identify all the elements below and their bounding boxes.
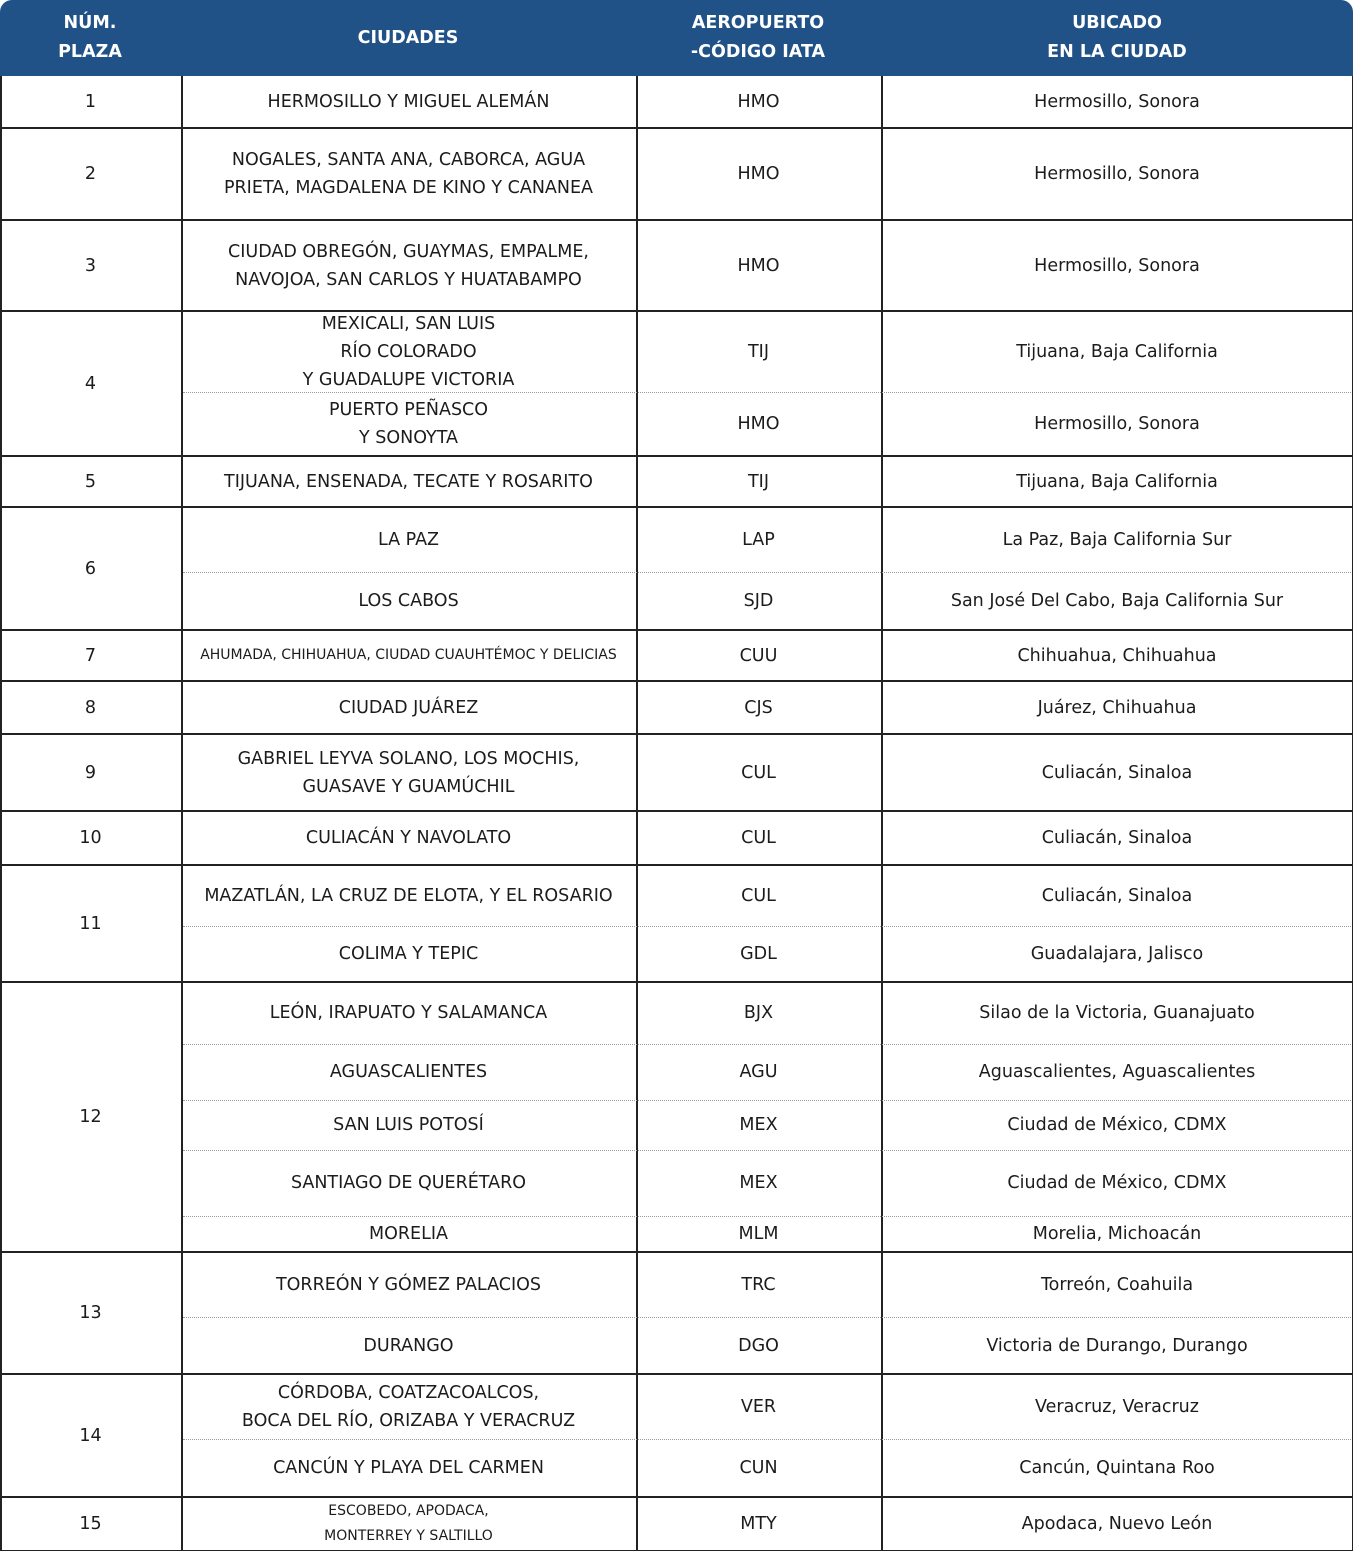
location-cell: Juárez, Chihuahua <box>1037 697 1197 718</box>
location-cell: Ciudad de México, CDMX <box>1007 1115 1227 1135</box>
iata-code-cell: CUL <box>741 885 776 906</box>
cities-cell: CANCÚN Y PLAYA DEL CARMEN <box>273 1458 544 1478</box>
location-cell: Ciudad de México, CDMX <box>1007 1173 1227 1193</box>
cities-cell: MORELIA <box>369 1224 448 1244</box>
iata-code-cell: VER <box>740 1396 777 1417</box>
iata-code-cell: CUL <box>741 828 776 848</box>
location-cell: Tijuana, Baja California <box>1016 471 1218 492</box>
location-cell: La Paz, Baja California Sur <box>1002 529 1232 550</box>
location-cell: Apodaca, Nuevo León <box>1021 1514 1213 1534</box>
location-cell: Chihuahua, Chihuahua <box>1017 645 1217 666</box>
iata-code-cell: HMO <box>737 414 780 434</box>
location-cell: Aguascalientes, Aguascalientes <box>978 1062 1256 1082</box>
header-iata: AEROPUERTO -CÓDIGO IATA <box>690 13 826 62</box>
cities-cell: GABRIEL LEYVA SOLANO, LOS MOCHIS, GUASAVE Y GUAMÚCHIL <box>237 748 580 797</box>
location-cell: San José Del Cabo, Baja California Sur <box>950 591 1284 611</box>
cities-cell: SANTIAGO DE QUERÉTARO <box>290 1173 527 1193</box>
plaza-number: 10 <box>79 828 102 848</box>
iata-code-cell: BJX <box>743 1003 774 1023</box>
plaza-number: 15 <box>79 1514 102 1534</box>
iata-code-cell: SJD <box>743 591 774 611</box>
cities-cell: COLIMA Y TEPIC <box>338 944 479 964</box>
iata-code-cell: TRC <box>741 1274 776 1295</box>
cities-cell: TORREÓN Y GÓMEZ PALACIOS <box>275 1274 542 1295</box>
cities-cell: LOS CABOS <box>358 591 459 611</box>
cities-cell: MEXICALI, SAN LUIS RÍO COLORADO Y GUADALUPE VICTORIA <box>302 314 515 390</box>
iata-code-cell: LAP <box>742 529 775 550</box>
plaza-number: 12 <box>79 1107 102 1127</box>
location-cell: Silao de la Victoria, Guanajuato <box>979 1003 1255 1023</box>
plaza-number: 4 <box>84 373 97 394</box>
location-cell: Torreón, Coahuila <box>1040 1274 1194 1295</box>
table-header <box>0 0 1353 76</box>
iata-code-cell: MEX <box>739 1115 778 1135</box>
location-cell: Hermosillo, Sonora <box>1034 92 1200 112</box>
iata-code-cell: HMO <box>737 164 780 184</box>
cities-cell: ESCOBEDO, APODACA, MONTERREY Y SALTILLO <box>324 1503 493 1544</box>
plaza-number: 5 <box>84 471 97 492</box>
iata-code-cell: TIJ <box>747 342 769 362</box>
plaza-number: 9 <box>84 762 97 783</box>
location-cell: Guadalajara, Jalisco <box>1030 944 1204 964</box>
cities-cell: PUERTO PEÑASCO Y SONOYTA <box>328 400 489 448</box>
iata-code-cell: CUN <box>739 1458 778 1478</box>
plaza-number: 14 <box>79 1425 102 1446</box>
location-cell: Hermosillo, Sonora <box>1034 255 1200 276</box>
iata-code-cell: DGO <box>738 1335 779 1356</box>
location-cell: Culiacán, Sinaloa <box>1041 828 1193 848</box>
cities-cell: SAN LUIS POTOSÍ <box>333 1115 484 1135</box>
plaza-number: 6 <box>84 558 97 579</box>
iata-code-cell: CUU <box>739 645 778 666</box>
header-ubicado: UBICADO EN LA CIUDAD <box>1047 13 1187 62</box>
iata-code-cell: TIJ <box>747 471 769 492</box>
cities-cell: DURANGO <box>363 1335 454 1356</box>
iata-code-cell: MLM <box>738 1224 779 1244</box>
plaza-number: 3 <box>84 255 97 276</box>
cities-cell: LEÓN, IRAPUATO Y SALAMANCA <box>269 1003 548 1023</box>
cities-cell: AHUMADA, CHIHUAHUA, CIUDAD CUAUHTÉMOC Y DELICIAS <box>200 647 617 663</box>
location-cell: Tijuana, Baja California <box>1016 342 1218 362</box>
location-cell: Hermosillo, Sonora <box>1034 414 1200 434</box>
location-cell: Morelia, Michoacán <box>1032 1224 1202 1244</box>
iata-code-cell: HMO <box>737 255 780 276</box>
cities-cell: CIUDAD JUÁREZ <box>338 697 479 718</box>
cities-cell: HERMOSILLO Y MIGUEL ALEMÁN <box>267 92 550 112</box>
header-num-plaza: NÚM. PLAZA <box>58 13 122 62</box>
cities-cell: LA PAZ <box>377 529 440 550</box>
plaza-number: 2 <box>84 164 97 184</box>
location-cell: Hermosillo, Sonora <box>1034 164 1200 184</box>
cities-cell: AGUASCALIENTES <box>329 1062 488 1082</box>
iata-code-cell: CJS <box>744 697 773 718</box>
cities-cell: CULIACÁN Y NAVOLATO <box>305 828 512 848</box>
cities-cell: CÓRDOBA, COATZACOALCOS, BOCA DEL RÍO, ORIZABA Y VERACRUZ <box>241 1382 576 1431</box>
cities-cell: CIUDAD OBREGÓN, GUAYMAS, EMPALME, NAVOJOA, SAN CARLOS Y HUATABAMPO <box>228 241 589 290</box>
location-cell: Culiacán, Sinaloa <box>1041 762 1193 783</box>
iata-code-cell: MEX <box>739 1173 778 1193</box>
location-cell: Victoria de Durango, Durango <box>986 1335 1248 1356</box>
header-ciudades: CIUDADES <box>357 27 459 48</box>
plaza-number: 13 <box>79 1303 102 1323</box>
plaza-number: 11 <box>79 913 102 934</box>
cities-cell: TIJUANA, ENSENADA, TECATE Y ROSARITO <box>224 471 593 492</box>
iata-code-cell: GDL <box>740 944 777 964</box>
location-cell: Veracruz, Veracruz <box>1035 1396 1199 1417</box>
location-cell: Culiacán, Sinaloa <box>1041 885 1193 906</box>
iata-code-cell: HMO <box>737 92 780 112</box>
iata-code-cell: MTY <box>740 1514 777 1534</box>
plaza-number: 1 <box>84 92 97 112</box>
plaza-number: 8 <box>84 697 97 718</box>
cities-cell: NOGALES, SANTA ANA, CABORCA, AGUA PRIETA, MAGDALENA DE KINO Y CANANEA <box>223 150 594 198</box>
iata-code-cell: CUL <box>741 762 776 783</box>
cities-cell: MAZATLÁN, LA CRUZ DE ELOTA, Y EL ROSARIO <box>204 885 613 906</box>
location-cell: Cancún, Quintana Roo <box>1019 1458 1215 1478</box>
plaza-number: 7 <box>84 645 97 666</box>
iata-code-cell: AGU <box>739 1062 778 1082</box>
